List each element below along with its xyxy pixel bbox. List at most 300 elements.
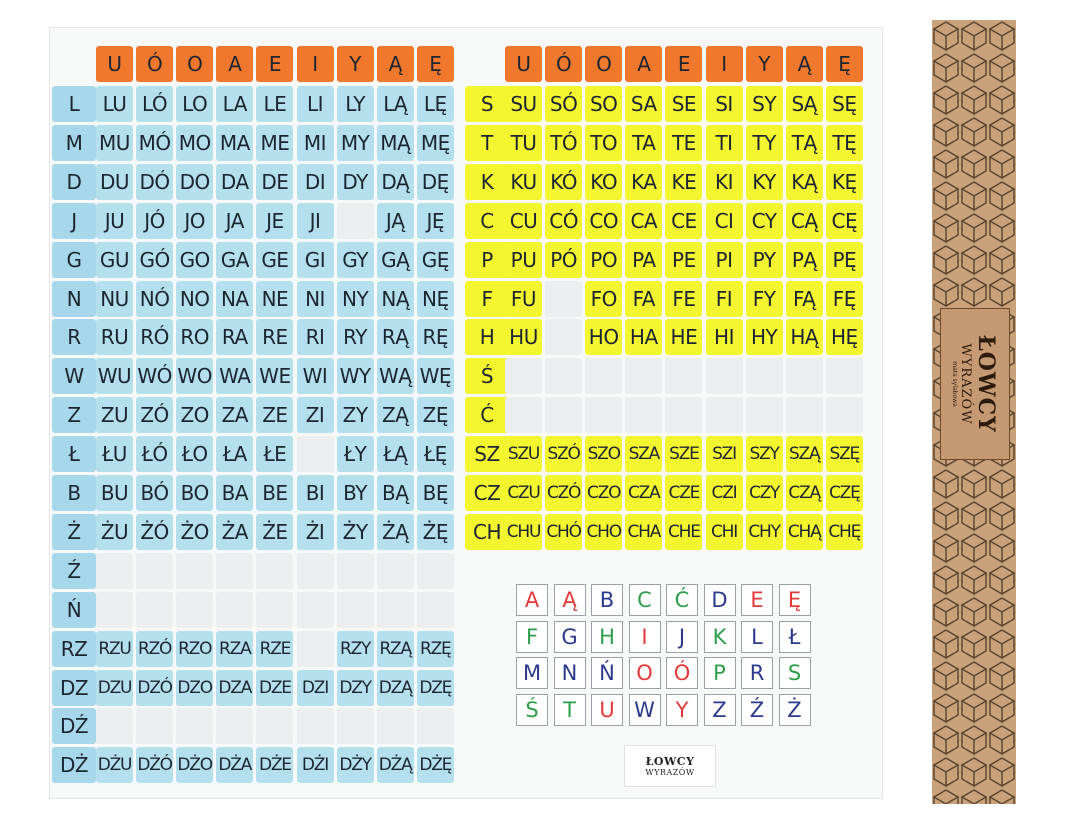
right-syllable-tile: TY [746,125,783,161]
right-syllable-tile: SZO [585,436,622,472]
left-syllable-tile: MI [297,125,334,161]
right-syllable-tile: KI [706,164,743,200]
left-syllable-tile: DY [337,164,374,200]
left-syllable-tile: WE [256,358,293,394]
left-syllable-tile: DZÓ [136,670,173,706]
left-row-head: D [52,164,96,200]
left-syllable-tile: JĄ [377,203,414,239]
left-empty-slot [136,592,173,628]
right-syllable-tile: KA [625,164,662,200]
right-empty-slot [786,358,823,394]
left-syllable-tile: RZY [337,631,374,667]
left-syllable-tile: BO [176,475,213,511]
left-syllable-tile: RZA [216,631,253,667]
right-empty-slot [786,397,823,433]
right-empty-slot [585,397,622,433]
right-row-head: SZ [465,436,509,472]
left-syllable-tile: JU [96,203,133,239]
left-syllable-tile: DÓ [136,164,173,200]
right-empty-slot [625,358,662,394]
left-syllable-tile: DŻY [337,747,374,783]
alphabet-panel [512,580,818,730]
right-syllable-tile: KĄ [786,164,823,200]
left-syllable-tile: LĄ [377,86,414,122]
right-row-head: K [465,164,509,200]
right-row-head: Ć [465,397,509,433]
left-syllable-tile: ŻY [337,514,374,550]
right-syllable-tile: KĘ [826,164,863,200]
left-syllable-tile: ŁO [176,436,213,472]
left-empty-slot [96,553,133,589]
left-syllable-tile: RZÓ [136,631,173,667]
left-syllable-tile: NU [96,281,133,317]
left-syllable-tile: JE [256,203,293,239]
left-syllable-tile: ŁĘ [417,436,454,472]
right-syllable-tile: CZY [746,475,783,511]
right-syllable-tile: CZÓ [545,475,582,511]
left-row-head: N [52,281,96,317]
right-syllable-tile: KO [585,164,622,200]
right-empty-slot [505,358,542,394]
alphabet-card: B [591,584,623,616]
right-vowel-header: I [706,46,743,82]
left-syllable-tile: NĄ [377,281,414,317]
alphabet-card: S [779,657,811,689]
right-row-head: CZ [465,475,509,511]
right-empty-slot [746,397,783,433]
left-syllable-tile: MÓ [136,125,173,161]
left-syllable-tile: WĘ [417,358,454,394]
left-empty-slot [337,553,374,589]
right-syllable-tile: CZO [585,475,622,511]
left-syllable-tile: ŻA [216,514,253,550]
alphabet-card: Ś [516,694,548,726]
right-syllable-tile: CĄ [786,203,823,239]
left-syllable-tile: DŻĄ [377,747,414,783]
right-syllable-tile: CZĘ [826,475,863,511]
right-syllable-tile: SU [505,86,542,122]
right-syllable-tile: CHI [706,514,743,550]
right-syllable-tile: CY [746,203,783,239]
left-syllable-tile: DĘ [417,164,454,200]
right-syllable-tile: HE [665,319,702,355]
left-syllable-tile: LY [337,86,374,122]
right-syllable-tile: FY [746,281,783,317]
left-syllable-tile: ZE [256,397,293,433]
left-empty-slot [176,708,213,744]
left-syllable-tile: MU [96,125,133,161]
left-syllable-tile: DŻI [297,747,334,783]
right-syllable-tile: CHO [585,514,622,550]
left-syllable-tile: DZU [96,670,133,706]
alphabet-card: Ę [779,584,811,616]
left-syllable-tile: ŻĘ [417,514,454,550]
right-syllable-tile: KE [665,164,702,200]
right-row-head: T [465,125,509,161]
left-syllable-tile: WA [216,358,253,394]
left-syllable-tile: DZĘ [417,670,454,706]
right-row-head: CH [465,514,509,550]
alphabet-card: F [516,621,548,653]
left-syllable-tile: LÓ [136,86,173,122]
left-empty-slot [216,708,253,744]
right-syllable-tile: PO [585,242,622,278]
left-syllable-tile: DI [297,164,334,200]
alphabet-card: Y [666,694,698,726]
right-syllable-tile: HY [746,319,783,355]
right-syllable-tile: SE [665,86,702,122]
left-syllable-tile: LO [176,86,213,122]
left-syllable-tile: ŻĄ [377,514,414,550]
left-syllable-tile: DA [216,164,253,200]
right-syllable-tile: HI [706,319,743,355]
left-syllable-tile: RZE [256,631,293,667]
left-syllable-tile: GĄ [377,242,414,278]
right-vowel-header: E [665,46,702,82]
right-syllable-tile: SÓ [545,86,582,122]
left-syllable-tile: BI [297,475,334,511]
right-syllable-tile: KY [746,164,783,200]
left-syllable-tile: MĘ [417,125,454,161]
right-empty-slot [545,358,582,394]
left-syllable-tile: ŻE [256,514,293,550]
left-empty-slot [377,708,414,744]
left-syllable-tile: LA [216,86,253,122]
left-empty-slot [297,436,334,472]
left-syllable-tile: JÓ [136,203,173,239]
right-empty-slot [826,358,863,394]
alphabet-card: L [741,621,773,653]
left-syllable-tile: ŻO [176,514,213,550]
left-empty-slot [417,592,454,628]
right-vowel-header: Ę [826,46,863,82]
alphabet-card: Ć [666,584,698,616]
left-empty-slot [377,553,414,589]
left-syllable-tile: RĄ [377,319,414,355]
alphabet-card: P [704,657,736,689]
left-syllable-tile: NÓ [136,281,173,317]
left-empty-slot [176,553,213,589]
right-vowel-header: U [505,46,542,82]
right-syllable-tile: CÓ [545,203,582,239]
right-syllable-tile: CI [706,203,743,239]
right-syllable-tile: HĄ [786,319,823,355]
left-empty-slot [216,553,253,589]
left-syllable-tile: JA [216,203,253,239]
right-empty-slot [665,358,702,394]
right-syllable-tile: SO [585,86,622,122]
right-row-head: S [465,86,509,122]
left-row-head: R [52,319,96,355]
left-syllable-tile: BU [96,475,133,511]
left-syllable-tile: DZI [297,670,334,706]
left-syllable-tile: DŻO [176,747,213,783]
right-empty-slot [706,397,743,433]
right-empty-slot [505,397,542,433]
left-syllable-tile: DZĄ [377,670,414,706]
left-syllable-tile: DĄ [377,164,414,200]
tube-title: ŁOWCY [973,335,999,433]
right-syllable-tile: CO [585,203,622,239]
left-syllable-tile: JO [176,203,213,239]
right-vowel-header: Ą [786,46,823,82]
logo-subtitle: WYRAZÓW [645,768,695,777]
right-syllable-tile: SZI [706,436,743,472]
left-syllable-tile: ZU [96,397,133,433]
right-row-head: C [465,203,509,239]
left-syllable-tile: BE [256,475,293,511]
left-syllable-tile: NĘ [417,281,454,317]
left-syllable-tile: RĘ [417,319,454,355]
left-syllable-tile: RI [297,319,334,355]
right-empty-slot [585,358,622,394]
right-syllable-tile: CU [505,203,542,239]
right-syllable-tile: PY [746,242,783,278]
right-syllable-tile: CZU [505,475,542,511]
left-syllable-tile: ZĘ [417,397,454,433]
left-syllable-tile: DŻĘ [417,747,454,783]
right-syllable-tile: PI [706,242,743,278]
left-syllable-tile: ŁE [256,436,293,472]
left-syllable-tile: GI [297,242,334,278]
left-syllable-tile: RA [216,319,253,355]
right-syllable-tile: CHĘ [826,514,863,550]
left-syllable-tile: GY [337,242,374,278]
left-syllable-tile: BÓ [136,475,173,511]
right-syllable-tile: TO [585,125,622,161]
right-syllable-tile: TU [505,125,542,161]
alphabet-card: W [629,694,661,726]
right-syllable-tile: SY [746,86,783,122]
left-empty-slot [297,553,334,589]
left-vowel-header: U [96,46,133,82]
left-syllable-tile: GE [256,242,293,278]
left-syllable-tile: DZO [176,670,213,706]
right-syllable-tile: SZY [746,436,783,472]
left-syllable-tile: RZĄ [377,631,414,667]
left-syllable-tile: ŁY [337,436,374,472]
left-syllable-tile: WY [337,358,374,394]
right-row-head: P [465,242,509,278]
left-syllable-tile: GO [176,242,213,278]
left-syllable-tile: NA [216,281,253,317]
left-syllable-tile: ŻI [297,514,334,550]
left-syllable-tile: RZU [96,631,133,667]
right-syllable-tile: CA [625,203,662,239]
left-syllable-tile: MA [216,125,253,161]
left-syllable-tile: WU [96,358,133,394]
right-syllable-tile: HU [505,319,542,355]
left-syllable-tile: ŻÓ [136,514,173,550]
left-syllable-tile: NE [256,281,293,317]
left-row-head: Ń [52,592,96,628]
left-row-head: RZ [52,631,96,667]
left-empty-slot [256,708,293,744]
alphabet-card: Ń [591,657,623,689]
alphabet-card: Ą [554,584,586,616]
left-syllable-tile: DU [96,164,133,200]
alphabet-card: Ó [666,657,698,689]
left-syllable-tile: MĄ [377,125,414,161]
left-syllable-tile: ZA [216,397,253,433]
left-row-head: B [52,475,96,511]
left-empty-slot [96,708,133,744]
left-row-head: W [52,358,96,394]
right-syllable-tile: TA [625,125,662,161]
left-empty-slot [256,553,293,589]
left-syllable-tile: BY [337,475,374,511]
right-syllable-tile: PE [665,242,702,278]
right-syllable-tile: HO [585,319,622,355]
left-row-head: Z [52,397,96,433]
left-syllable-tile: ME [256,125,293,161]
left-syllable-tile: ZĄ [377,397,414,433]
left-empty-slot [256,592,293,628]
logo-title: ŁOWCY [645,755,695,768]
right-empty-slot [706,358,743,394]
right-syllable-tile: CHĄ [786,514,823,550]
left-syllable-tile: NI [297,281,334,317]
left-vowel-header: I [297,46,334,82]
left-syllable-tile: DŻU [96,747,133,783]
left-empty-slot [297,592,334,628]
right-syllable-tile: SI [706,86,743,122]
right-syllable-tile: FU [505,281,542,317]
alphabet-card: O [629,657,661,689]
left-syllable-tile: ZY [337,397,374,433]
left-syllable-tile: DZA [216,670,253,706]
right-syllable-tile: CZI [706,475,743,511]
right-syllable-tile: SZÓ [545,436,582,472]
alphabet-card: A [516,584,548,616]
left-syllable-tile: JĘ [417,203,454,239]
left-vowel-header: Y [337,46,374,82]
left-syllable-tile: ŻU [96,514,133,550]
alphabet-card: T [554,694,586,726]
right-syllable-tile: SZE [665,436,702,472]
alphabet-card: E [741,584,773,616]
right-syllable-tile: PU [505,242,542,278]
left-syllable-tile: RU [96,319,133,355]
left-row-head: M [52,125,96,161]
left-empty-slot [417,708,454,744]
alphabet-card: D [704,584,736,616]
left-syllable-tile: DZY [337,670,374,706]
right-syllable-tile: HA [625,319,662,355]
left-syllable-tile: JI [297,203,334,239]
left-syllable-tile: BĘ [417,475,454,511]
alphabet-card: H [591,621,623,653]
right-syllable-tile: FI [706,281,743,317]
left-empty-slot [136,553,173,589]
left-syllable-tile: GÓ [136,242,173,278]
left-syllable-tile: ZÓ [136,397,173,433]
right-syllable-tile: FĄ [786,281,823,317]
right-syllable-tile: SĄ [786,86,823,122]
left-syllable-tile: RE [256,319,293,355]
left-syllable-tile: ŁÓ [136,436,173,472]
right-syllable-tile: PĘ [826,242,863,278]
right-syllable-tile: CZA [625,475,662,511]
right-syllable-tile: SZĘ [826,436,863,472]
right-syllable-tile: TI [706,125,743,161]
alphabet-card: N [554,657,586,689]
right-syllable-tile: SZĄ [786,436,823,472]
left-row-head: Ź [52,553,96,589]
left-syllable-tile: LĘ [417,86,454,122]
left-syllable-tile: GĘ [417,242,454,278]
right-syllable-tile: KÓ [545,164,582,200]
left-empty-slot [96,592,133,628]
left-syllable-tile: MO [176,125,213,161]
right-syllable-tile: SĘ [826,86,863,122]
tube-label [940,308,1010,460]
left-row-head: DŹ [52,708,96,744]
left-row-head: G [52,242,96,278]
right-empty-slot [826,397,863,433]
left-syllable-tile: DO [176,164,213,200]
right-syllable-tile: PÓ [545,242,582,278]
alphabet-card: Z [704,694,736,726]
right-syllable-tile: KU [505,164,542,200]
right-row-head: H [465,319,509,355]
right-syllable-tile: CĘ [826,203,863,239]
right-empty-slot [625,397,662,433]
left-row-head: J [52,203,96,239]
alphabet-card: I [629,621,661,653]
left-empty-slot [337,592,374,628]
left-syllable-tile: RZO [176,631,213,667]
left-empty-slot [176,592,213,628]
alphabet-card: G [554,621,586,653]
right-syllable-tile: TĘ [826,125,863,161]
right-syllable-tile: FE [665,281,702,317]
alphabet-card: K [704,621,736,653]
right-syllable-tile: CHE [665,514,702,550]
right-syllable-tile: PĄ [786,242,823,278]
alphabet-card: C [629,584,661,616]
left-row-head: DZ [52,670,96,706]
tube-subtitle: WYRAZÓW [958,343,973,425]
left-syllable-tile: ŁĄ [377,436,414,472]
left-syllable-tile: WĄ [377,358,414,394]
left-syllable-tile: RÓ [136,319,173,355]
alphabet-card: Ż [779,694,811,726]
left-syllable-tile: DŻE [256,747,293,783]
left-empty-slot [417,553,454,589]
left-syllable-tile: ŁA [216,436,253,472]
left-syllable-tile: ZI [297,397,334,433]
right-empty-slot [665,397,702,433]
right-syllable-tile: PA [625,242,662,278]
right-syllable-tile: FO [585,281,622,317]
left-syllable-tile: DZE [256,670,293,706]
left-syllable-tile: RO [176,319,213,355]
left-syllable-tile: WI [297,358,334,394]
left-syllable-tile: LI [297,86,334,122]
right-syllable-tile: SZU [505,436,542,472]
left-syllable-tile: GA [216,242,253,278]
right-vowel-header: A [625,46,662,82]
right-empty-slot [545,319,582,355]
left-row-head: Ż [52,514,96,550]
left-row-head: Ł [52,436,96,472]
right-syllable-tile: CZE [665,475,702,511]
left-syllable-tile: LU [96,86,133,122]
left-syllable-tile: RZĘ [417,631,454,667]
right-row-head: Ś [465,358,509,394]
left-syllable-tile: ŁU [96,436,133,472]
